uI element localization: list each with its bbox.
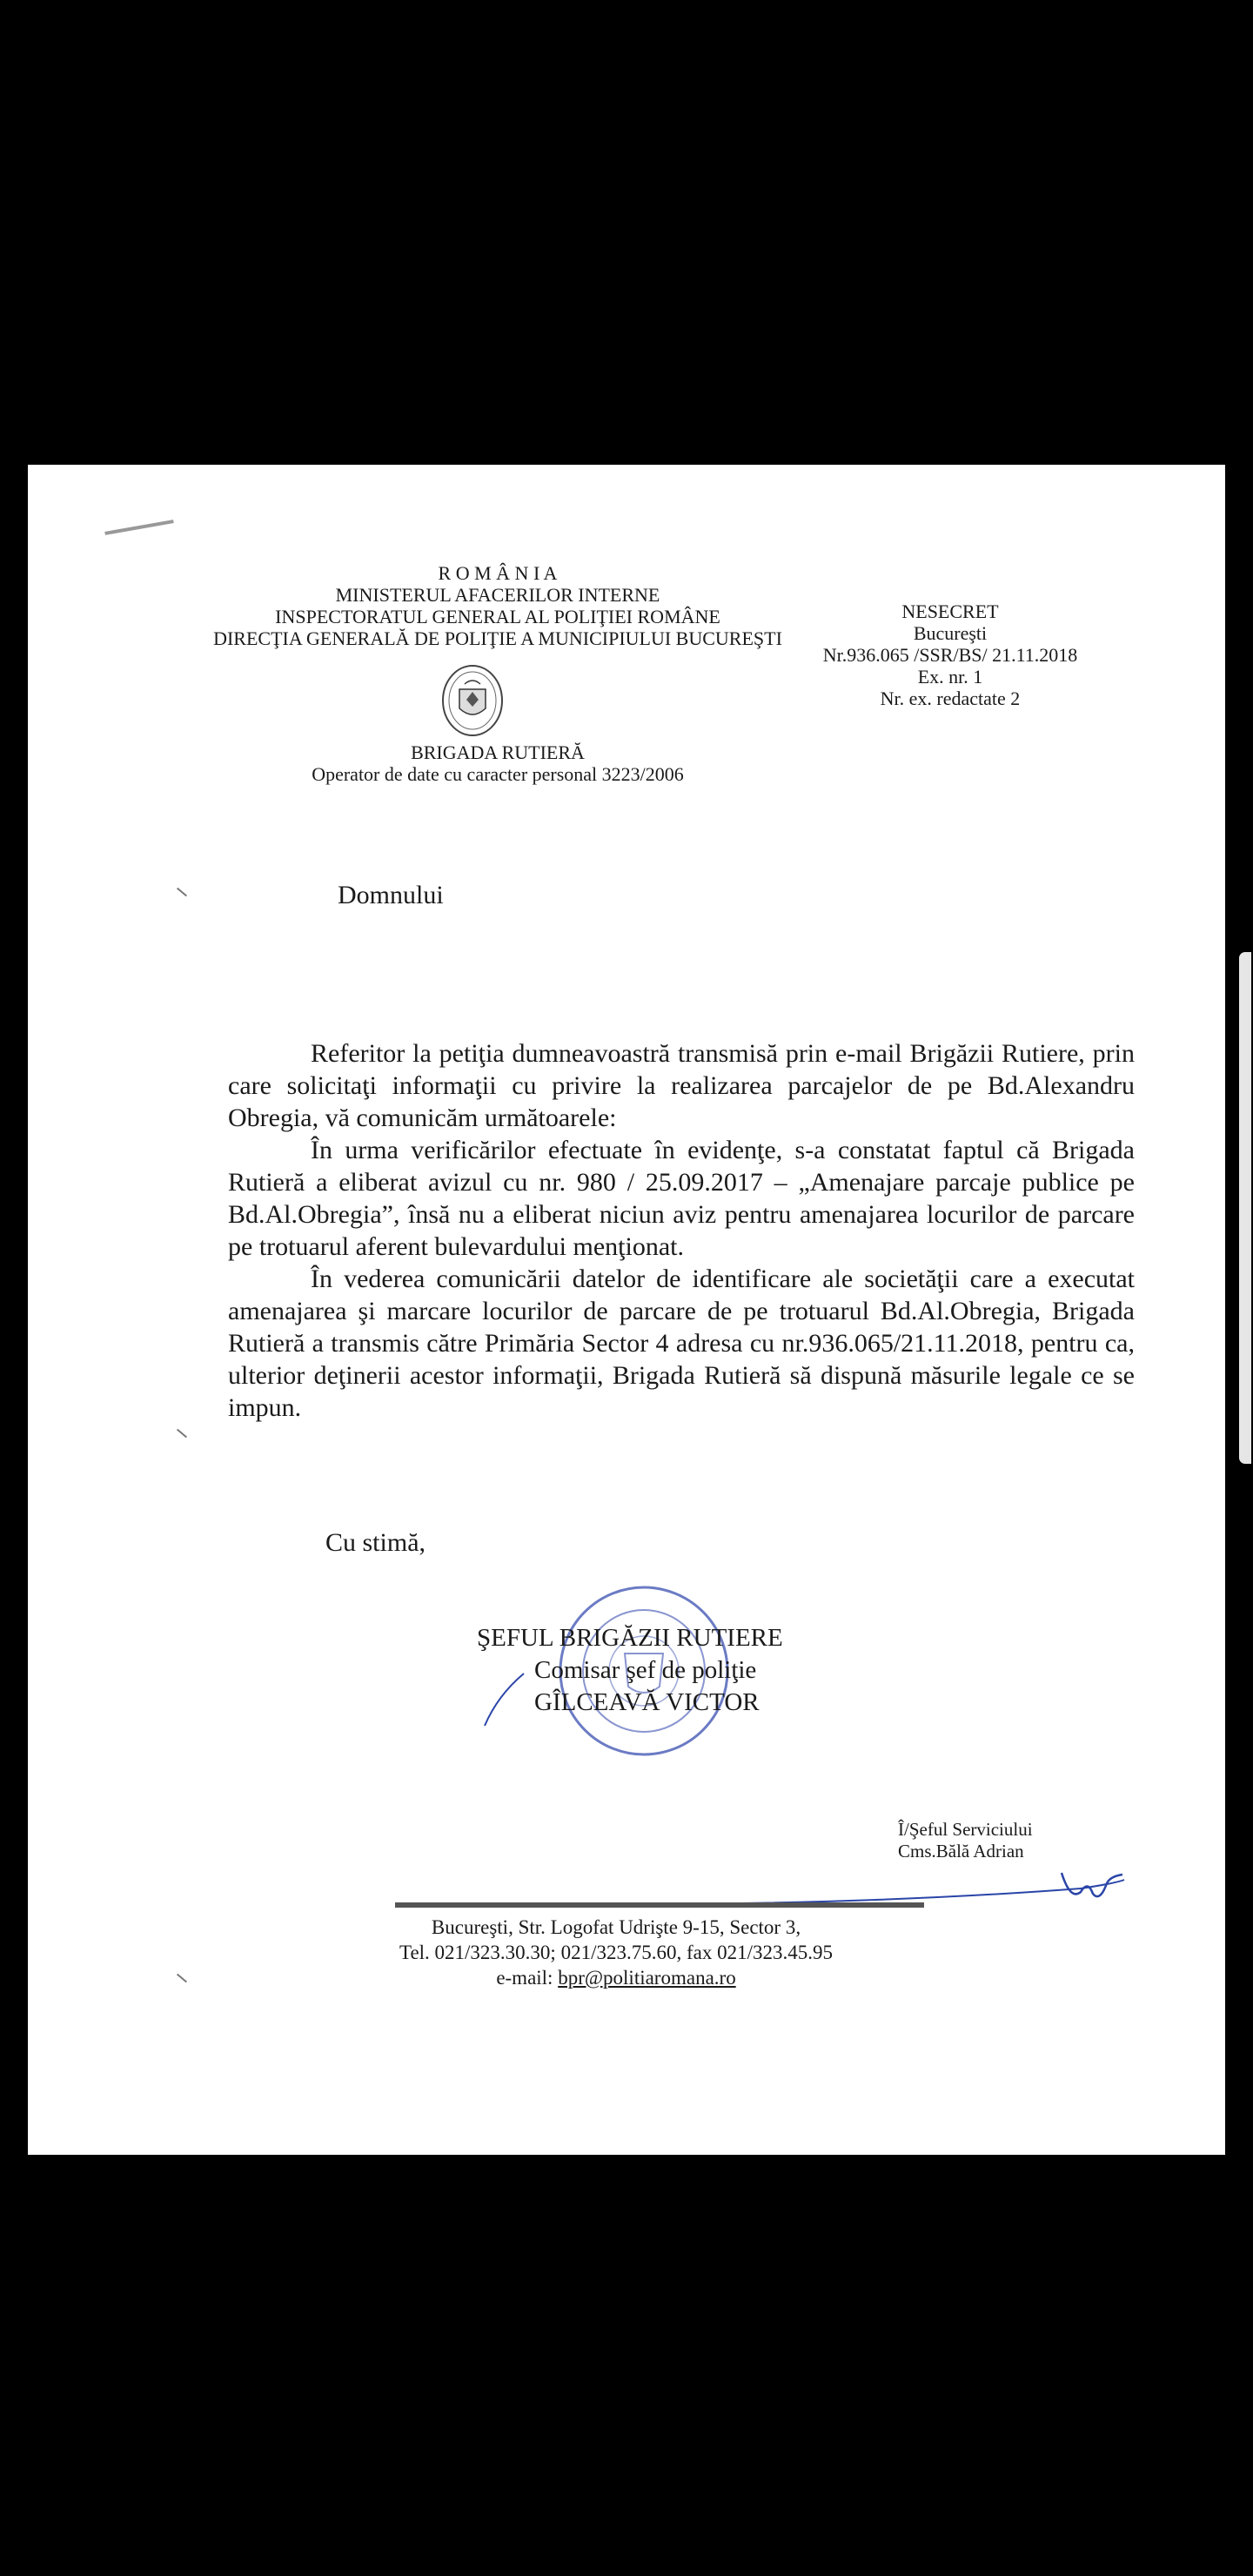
signature-icon	[480, 1669, 533, 1730]
pen-stroke-mark	[104, 520, 173, 535]
footer-divider	[395, 1902, 924, 1908]
footer-email-label: e-mail:	[496, 1967, 553, 1989]
signatory-title: ŞEFUL BRIGĂZII RUTIERE	[477, 1624, 783, 1652]
closing: Cu stimă,	[325, 1528, 426, 1557]
header-brigade	[150, 741, 846, 785]
margin-mark	[177, 1974, 187, 1983]
signatory-rank: Comisar şef de poliţie	[534, 1656, 757, 1684]
body-paragraph: În urma verificărilor efectuate în evidenţe, s-a constatat faptul că Brigada Rutieră a eliberat avizul cu nr. 980 / 25.09.2017 – „Amenajare parcaje publice pe Bd.Al.Obregia”, însă nu a eliberat niciun aviz pentru amenajarea locurilor de parcare pe trotuarul aferent bulevardului menţionat.	[228, 1136, 1135, 1261]
coat-of-arms-icon	[440, 663, 505, 738]
margin-mark	[177, 1429, 187, 1439]
footer-email-link[interactable]: bpr@politiaromana.ro	[558, 1967, 736, 1989]
copy-number: Ex. nr. 1	[917, 666, 983, 688]
header-institution	[150, 562, 846, 649]
footer-address: Bucureşti, Str. Logofat Udrişte 9-15, Sector 3,	[431, 1916, 801, 1938]
header-city: Bucureşti	[913, 622, 988, 644]
copies-drafted: Nr. ex. redactate 2	[880, 688, 1021, 709]
letter-body	[228, 1037, 1135, 1424]
body-paragraph: În vederea comunicării datelor de identificare ale societăţii care a executat amenajarea şi marcare locurilor de parcare de pe trotuarul Bd.Al.Obregia, Brigada Rutieră a transmis către Primăria Sector 4 adresa cu nr.936.065/21.11.2018, pentru ca, ulterior deţinerii acestor informaţii, Brigada Rutieră să dispună măsurile legale ce se impun.	[228, 1265, 1135, 1422]
addressee: Domnului	[338, 881, 444, 909]
footer-email	[355, 1965, 877, 1990]
scrollbar[interactable]	[1239, 952, 1251, 1464]
header-country: R O M Â N I A	[438, 562, 558, 584]
header-ministry: MINISTERUL AFACERILOR INTERNE	[335, 584, 660, 606]
margin-mark	[177, 888, 187, 897]
header-directorate: DIRECŢIA GENERALĂ DE POLIŢIE A MUNICIPIULUI BUCUREŞTI	[213, 627, 782, 649]
header-brigade-name: BRIGADA RUTIERĂ	[411, 741, 585, 763]
countersign-name: Cms.Bălă Adrian	[898, 1841, 1024, 1862]
footer-phones: Tel. 021/323.30.30; 021/323.75.60, fax 021/323.45.95	[399, 1942, 833, 1963]
footer	[355, 1915, 877, 1990]
signature-block	[477, 1622, 912, 1719]
body-paragraph: Referitor la petiţia dumneavoastră transmisă prin e-mail Brigăzii Rutiere, prin care solicitaţi informaţii cu privire la realizarea parcajelor de pe Bd.Alexandru Obregia, vă comunicăm următoarele:	[228, 1039, 1135, 1132]
registration-number: Nr.936.065 /SSR/BS/ 21.11.2018	[822, 644, 1078, 666]
header-registration	[794, 600, 1107, 709]
header-inspectorate: INSPECTORATUL GENERAL AL POLIŢIEI ROMÂNE	[275, 606, 720, 627]
classification: NESECRET	[901, 600, 999, 622]
countersign-role: Î/Şeful Serviciului	[898, 1819, 1033, 1840]
header-operator: Operator de date cu caracter personal 3223/2006	[312, 763, 684, 785]
signatory-name: GÎLCEAVĂ VICTOR	[534, 1688, 760, 1716]
document-page	[28, 465, 1225, 2155]
